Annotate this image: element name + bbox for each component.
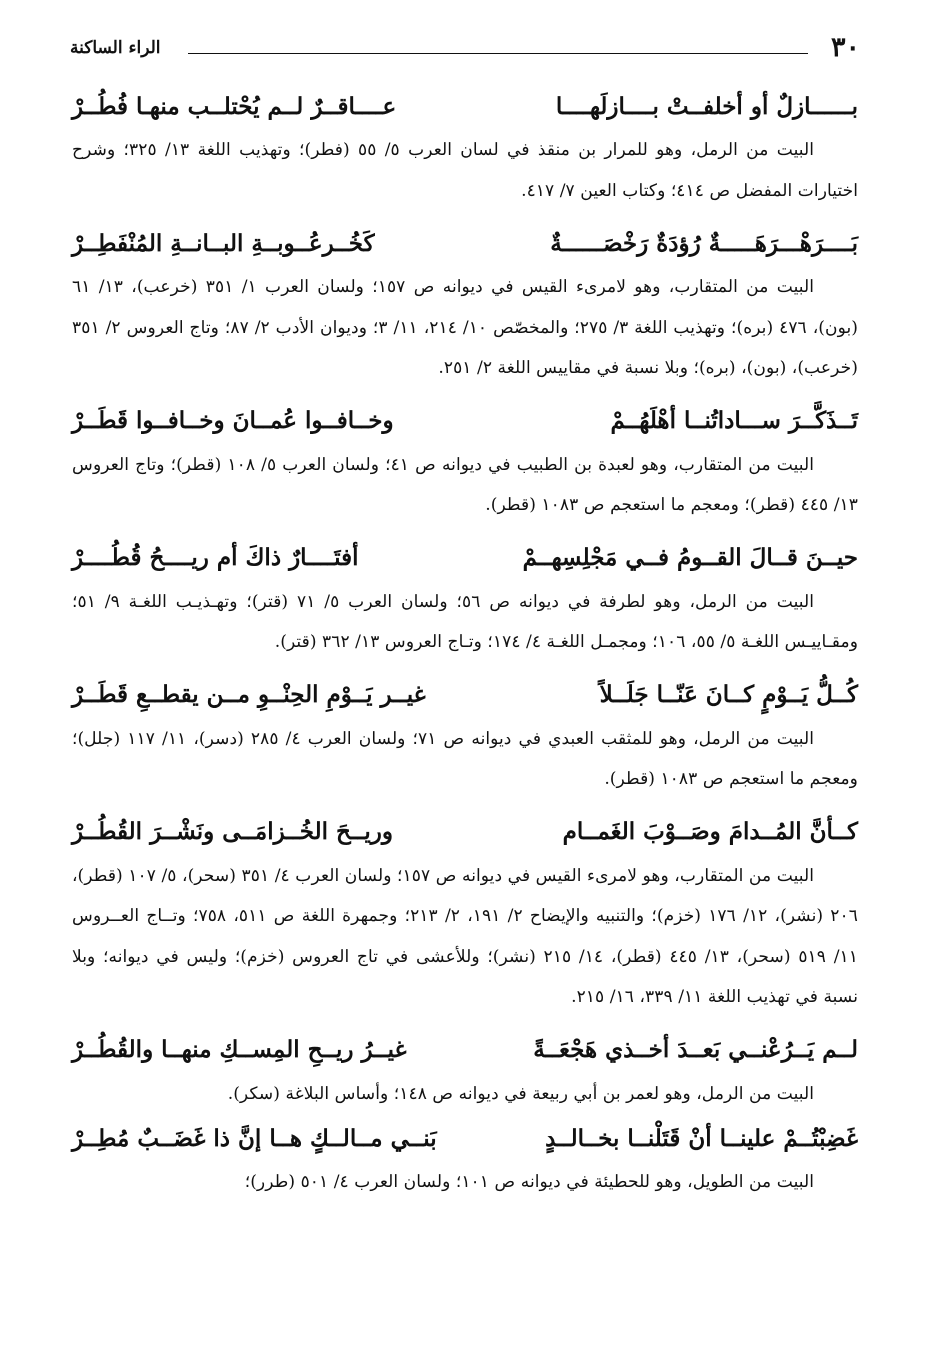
commentary-line: (سكر). <box>227 1083 281 1104</box>
verse-entry <box>72 1026 858 1115</box>
commentary-line: (خرعب)، ١٣/ ٦١ (بون)، ٤٧٦ (بره)؛ وتهذيب اللغة ٣/ ٢٧٥؛ والمخصّص ١٠/ ٢١٤، <box>72 277 858 338</box>
commentary-line: البيت من الرمل، وهو للمرار بن منقذ في لسان العرب ٥/ ٥٥ (فطر)؛ وتهذيب اللغة <box>197 140 814 160</box>
first-hemistich: كُــلُّ يَــوْمٍ كــانَ عَنّــا جَلَــلاً <box>599 681 858 708</box>
commentary-line: البيت من المتقارب، وهو لامرىء القيس في ديوانه ص ١٥٧؛ ولسان العرب ٤/ ٣٥١ <box>241 865 814 886</box>
page-number: ٣٠ <box>830 32 860 63</box>
commentary-line: وتهـذيـب اللغـة ٩/ ٥١؛ ومقـاييـس اللغـة ٥/ ٥٥، ١٠٦؛ ومجمـل اللغـة ٤/ ١٧٤؛ وتـاج <box>72 591 858 652</box>
verse-line <box>72 219 858 267</box>
commentary-line: (سحر)، ٥/ ١٠٧ (قطر)، ٢٠٦ (نشر)، ١٢/ ١٧٦ (خزم)؛ والتنبيه والإيضاح ٢/ ١٩١، <box>72 865 858 926</box>
first-hemistich: لــم يَــرُعْنــي بَعــدَ أخــذي هَجْعَــةً <box>533 1036 858 1063</box>
verse-commentary <box>72 267 858 389</box>
second-hemistich: كَخُــرعُــوبــةِ البــانــةِ المُنْفَطِــرْ <box>72 229 375 257</box>
verse-line <box>72 534 858 582</box>
second-hemistich: غيــر يَــوْمِ الحِنْــوِ مــن يقطــعِ قَطَــرْ <box>72 681 426 708</box>
commentary-line: العروس ١٣/ ٣٦٢ (قتر). <box>274 632 442 652</box>
commentary-line: ١١/ ٣؛ وديوان الأدب ٢/ ٨٧؛ وتاج العروس ٢/ ٣٥١ (خرعب)، (بون)، (بره)؛ وبلا <box>72 317 858 378</box>
verse-commentary <box>72 445 858 526</box>
first-hemistich: تَــذَكَّــرَ ســـاداتُنــا أهْلَهُــمْ <box>610 407 858 434</box>
verse-commentary <box>72 719 858 800</box>
second-hemistich: وخــافــوا عُمــانَ وخــافــوا قَطَــرْ <box>72 407 394 434</box>
second-hemistich: عــــاقــرٌ لــم يُحْتلــب منهـا فُطُــرْ <box>72 92 397 120</box>
verse-line <box>72 808 858 856</box>
first-hemistich: غَضِبْتُــمْ علينــا أنْ قَتَلْنــا بخــالــدٍ <box>545 1124 858 1152</box>
commentary-line: (قطر)؛ وتاج العروس ١٣/ ٤٤٥ (قطر)؛ ومعجم ما استعجم ص ١٠٨٣ (قطر). <box>72 454 858 515</box>
commentary-line: ١٣/ ٣٢٥؛ وشرح اختيارات المفضل ص ٤١٤؛ وكتاب العين ٧/ ٤١٧. <box>72 140 858 201</box>
verse-entry <box>72 82 858 211</box>
commentary-line: البيت من الطويل، وهو للحطيئة في ديوانه ص ١٠١؛ ولسان العرب ٤/ ٥٠١ (طرر)؛ <box>244 1172 814 1192</box>
second-hemistich: غيــرُ ريــحِ المِســكِ منهــا والقُطُــرْ <box>72 1036 407 1063</box>
second-hemistich: وريــحَ الخُــزامَــى ونَشْــرَ القُطُــرْ <box>72 818 393 845</box>
first-hemistich: بَــــرَهْـــرَهَـــــةٌ رُؤدَةٌ رَخْصَــــــةٌ <box>550 229 858 257</box>
first-hemistich: بــــــازلٌ أو أخلفــتْ بــــازلَهــــا <box>555 92 858 120</box>
verse-line <box>72 397 858 445</box>
second-hemistich: أفتَــــارٌ ذاكَ أم ريــــحُ قُطُــــرْ <box>72 544 359 571</box>
verse-commentary <box>72 582 858 663</box>
verse-entry <box>72 219 858 389</box>
commentary-line: البيت من الرمل، وهو لطرفة في ديوانه ص ٥٦؛ ولسان العرب ٥/ ٧١ (قتر)؛ <box>246 591 814 612</box>
section-title: الراء الساكنة <box>70 38 161 58</box>
verse-entry <box>72 808 858 1018</box>
commentary-line: ٢/ ٢١٣؛ وجمهرة اللغة ص ٥١١، ٧٥٨؛ وتــاج العــروس ١١/ ٥١٩ (سحر)، ١٣/ ٤٤٥ <box>72 906 858 967</box>
commentary-line: البيت من الرمل، وهو للمثقب العبدي في ديوانه ص ٧١؛ ولسان العرب ٤/ ٢٨٥ <box>250 728 814 749</box>
commentary-line: (قطر)، ١٤/ ٢١٥ (نشر)؛ وللأعشى في تاج العروس (خزم)؛ وليس في ديوانه؛ وبلا نسبة <box>72 946 858 1007</box>
verse-entry <box>72 534 858 663</box>
page-header <box>70 32 860 66</box>
second-hemistich: بَنــي مــالــكٍ هــا إنَّ ذا غَضَــبٌ مُطِــرْ <box>72 1124 437 1152</box>
commentary-line: البيت من المتقارب، وهو لامرىء القيس في ديوانه ص ١٥٧؛ ولسان العرب ١/ ٣٥١ <box>205 277 814 297</box>
verse-line <box>72 671 858 719</box>
commentary-line: (دسر)، ١١/ ١١٧ (جلل)؛ ومعجم ما استعجم ص ١٠٨٣ (قطر). <box>72 728 858 789</box>
first-hemistich: حيــنَ قــالَ القــومُ فــي مَجْلِسِهــمْ <box>522 544 858 571</box>
commentary-line: البيت من المتقارب، وهو لعبدة بن الطبيب في ديوانه ص ٤١؛ ولسان العرب ٥/ ١٠٨ <box>227 454 814 475</box>
verse-line <box>72 82 858 130</box>
verse-entry <box>72 671 858 800</box>
verse-commentary <box>72 856 858 1018</box>
page-content <box>72 82 858 1203</box>
header-rule <box>188 53 808 54</box>
verse-commentary <box>72 1074 858 1115</box>
commentary-line: في تهذيب اللغة ١١/ ٣٣٩، ١٦/ ٢١٥. <box>571 987 818 1007</box>
verse-entry <box>72 397 858 526</box>
commentary-line: البيت من الرمل، وهو لعمر بن أبي ربيعة في ديوانه ص ١٤٨؛ وأساس البلاغة <box>285 1083 814 1104</box>
verse-commentary <box>72 130 858 211</box>
verse-line <box>72 1114 858 1162</box>
verse-commentary <box>72 1162 858 1203</box>
verse-line <box>72 1026 858 1074</box>
commentary-line: نسبة في مقاييس اللغة ٢/ ٢٥١. <box>438 358 660 378</box>
verse-entry <box>72 1114 858 1203</box>
first-hemistich: كــأنَّ المُــدامَ وصَــوْبَ الغَمــام <box>562 818 858 845</box>
